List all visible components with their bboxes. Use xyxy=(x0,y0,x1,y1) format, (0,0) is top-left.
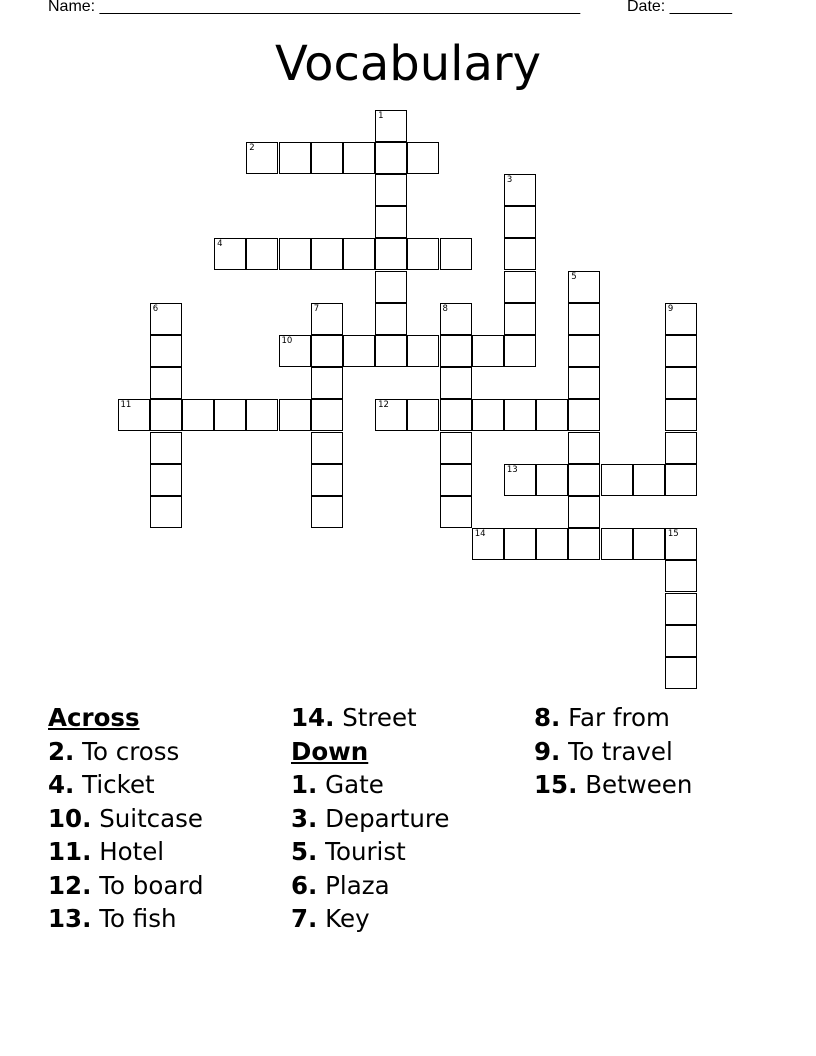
clue-start-number: 6 xyxy=(152,303,159,314)
clue-start-number: 13 xyxy=(506,464,518,475)
clue-text: Key xyxy=(317,904,370,933)
grid-cell[interactable] xyxy=(665,303,697,335)
clue-item xyxy=(534,768,692,802)
grid-cell[interactable] xyxy=(440,303,472,335)
grid-cell[interactable] xyxy=(150,464,182,496)
grid-cell[interactable] xyxy=(440,399,472,431)
grid-cell[interactable] xyxy=(665,335,697,367)
clue-start-number: 12 xyxy=(378,400,389,411)
grid-cell[interactable] xyxy=(440,335,472,367)
grid-cell[interactable] xyxy=(407,399,439,431)
grid-cell[interactable] xyxy=(150,432,182,464)
grid-cell[interactable] xyxy=(150,367,182,399)
grid-cell[interactable] xyxy=(440,496,472,528)
grid-cell[interactable] xyxy=(568,496,600,528)
clue-item xyxy=(291,768,449,802)
clue-start-number: 7 xyxy=(313,303,320,314)
grid-cell[interactable] xyxy=(343,238,375,270)
clue-text: Plaza xyxy=(317,870,390,900)
grid-cell[interactable] xyxy=(375,142,407,174)
clue-item xyxy=(48,869,204,903)
grid-cell[interactable] xyxy=(440,238,472,270)
grid-cell[interactable] xyxy=(568,335,600,367)
page-title: Vocabulary xyxy=(274,36,542,92)
grid-cell[interactable] xyxy=(504,303,536,335)
grid-cell[interactable] xyxy=(279,142,311,174)
grid-cell[interactable] xyxy=(150,303,182,335)
grid-cell[interactable] xyxy=(311,432,343,464)
clue-start-number: 15 xyxy=(667,529,679,540)
grid-cell[interactable] xyxy=(246,238,278,270)
grid-cell[interactable] xyxy=(536,464,568,496)
clue-item xyxy=(48,768,204,802)
grid-cell[interactable] xyxy=(536,399,568,431)
grid-cell[interactable] xyxy=(665,657,697,689)
clue-text: Street xyxy=(334,703,417,732)
clue-number: 11. xyxy=(48,837,92,866)
clue-text: Departure xyxy=(317,803,450,833)
clue-item xyxy=(291,802,449,836)
name-field-label: Name: ______________________________________________________ xyxy=(48,0,581,15)
grid-cell[interactable] xyxy=(375,110,407,142)
grid-cell[interactable] xyxy=(311,367,343,399)
clue-text: Between xyxy=(577,770,693,799)
grid-cell[interactable] xyxy=(440,464,472,496)
grid-cell[interactable] xyxy=(504,399,536,431)
grid-cell[interactable] xyxy=(343,142,375,174)
grid-cell[interactable] xyxy=(407,335,439,367)
grid-cell[interactable] xyxy=(536,528,568,560)
clue-number: 9. xyxy=(534,736,561,766)
grid-cell[interactable] xyxy=(504,528,536,560)
clue-item xyxy=(48,902,204,936)
grid-cell[interactable] xyxy=(665,560,697,592)
grid-cell[interactable] xyxy=(246,142,278,174)
grid-cell[interactable] xyxy=(440,432,472,464)
grid-cell[interactable] xyxy=(665,593,697,625)
grid-cell[interactable] xyxy=(311,335,343,367)
grid-cell[interactable] xyxy=(375,174,407,206)
grid-cell[interactable] xyxy=(246,399,278,431)
clue-text: To cross xyxy=(74,736,180,766)
grid-cell[interactable] xyxy=(568,303,600,335)
grid-cell[interactable] xyxy=(440,367,472,399)
across-heading: Across xyxy=(48,703,140,732)
clue-text: Hotel xyxy=(91,837,165,866)
grid-cell[interactable] xyxy=(279,238,311,270)
clue-number: 8. xyxy=(534,703,561,732)
grid-cell[interactable] xyxy=(279,399,311,431)
clue-column-1 xyxy=(48,701,204,936)
grid-cell[interactable] xyxy=(601,528,633,560)
grid-cell[interactable] xyxy=(601,464,633,496)
grid-cell[interactable] xyxy=(568,367,600,399)
clue-number: 10. xyxy=(48,803,92,833)
clue-text: To travel xyxy=(560,736,673,766)
grid-cell[interactable] xyxy=(504,174,536,206)
grid-cell[interactable] xyxy=(504,206,536,238)
grid-cell[interactable] xyxy=(214,399,246,431)
grid-cell[interactable] xyxy=(375,271,407,303)
clue-start-number: 4 xyxy=(217,239,223,250)
clue-start-number: 10 xyxy=(281,335,293,346)
grid-cell[interactable] xyxy=(375,335,407,367)
clue-text: To fish xyxy=(91,904,177,933)
clue-text: Far from xyxy=(560,703,670,732)
clue-start-number: 5 xyxy=(571,271,577,282)
clue-start-number: 3 xyxy=(506,174,513,185)
clue-number: 14. xyxy=(291,703,335,732)
grid-cell[interactable] xyxy=(568,399,600,431)
clue-item xyxy=(291,869,449,903)
clue-item xyxy=(48,835,204,869)
clue-item xyxy=(291,902,449,936)
grid-cell[interactable] xyxy=(214,238,246,270)
grid-cell[interactable] xyxy=(665,464,697,496)
clue-start-number: 11 xyxy=(120,400,132,411)
grid-cell[interactable] xyxy=(665,367,697,399)
grid-cell[interactable] xyxy=(311,303,343,335)
grid-cell[interactable] xyxy=(472,335,504,367)
grid-cell[interactable] xyxy=(504,238,536,270)
grid-cell[interactable] xyxy=(150,335,182,367)
grid-cell[interactable] xyxy=(150,496,182,528)
clue-start-number: 14 xyxy=(474,529,486,540)
clue-column-2 xyxy=(291,701,449,936)
clue-item xyxy=(291,701,449,735)
grid-cell[interactable] xyxy=(665,432,697,464)
grid-cell[interactable] xyxy=(375,399,407,431)
clue-start-number: 9 xyxy=(667,303,674,314)
clue-number: 1. xyxy=(291,770,318,799)
clue-item xyxy=(48,802,204,836)
clue-text: To board xyxy=(91,870,204,900)
grid-cell[interactable] xyxy=(504,335,536,367)
grid-cell[interactable] xyxy=(633,528,665,560)
grid-cell[interactable] xyxy=(407,142,439,174)
grid-cell[interactable] xyxy=(472,399,504,431)
grid-cell[interactable] xyxy=(311,142,343,174)
clue-start-number: 8 xyxy=(442,303,448,314)
grid-cell[interactable] xyxy=(311,238,343,270)
clue-text: Ticket xyxy=(74,770,155,799)
grid-cell[interactable] xyxy=(279,335,311,367)
grid-cell[interactable] xyxy=(150,399,182,431)
grid-cell[interactable] xyxy=(311,399,343,431)
clue-text: Tourist xyxy=(317,837,406,866)
clue-column-3 xyxy=(534,701,692,802)
clue-text: Gate xyxy=(317,770,384,799)
clue-text: Suitcase xyxy=(91,803,204,833)
grid-cell[interactable] xyxy=(568,464,600,496)
grid-cell[interactable] xyxy=(343,335,375,367)
grid-cell[interactable] xyxy=(375,238,407,270)
grid-cell[interactable] xyxy=(311,496,343,528)
grid-cell[interactable] xyxy=(407,238,439,270)
clue-number: 2. xyxy=(48,736,75,766)
clue-number: 3. xyxy=(291,803,318,833)
grid-cell[interactable] xyxy=(182,399,214,431)
down-heading: Down xyxy=(291,736,369,766)
grid-cell[interactable] xyxy=(375,303,407,335)
grid-cell[interactable] xyxy=(665,528,697,560)
grid-cell[interactable] xyxy=(665,399,697,431)
clue-item xyxy=(534,701,692,735)
clue-number: 6. xyxy=(291,870,318,900)
clue-item xyxy=(291,835,449,869)
clue-number: 5. xyxy=(291,837,318,866)
grid-cell[interactable] xyxy=(472,528,504,560)
clue-number: 15. xyxy=(534,770,578,799)
grid-cell[interactable] xyxy=(311,464,343,496)
grid-cell[interactable] xyxy=(504,271,536,303)
grid-cell[interactable] xyxy=(568,432,600,464)
clue-item xyxy=(534,735,692,769)
clue-number: 7. xyxy=(291,904,318,933)
clue-item xyxy=(48,735,204,769)
grid-cell[interactable] xyxy=(665,625,697,657)
grid-cell[interactable] xyxy=(504,464,536,496)
date-field-label: Date: _______ xyxy=(627,0,732,15)
grid-cell[interactable] xyxy=(118,399,150,431)
grid-cell[interactable] xyxy=(568,271,600,303)
clue-number: 4. xyxy=(48,770,75,799)
clue-start-number: 1 xyxy=(378,110,384,121)
grid-cell[interactable] xyxy=(375,206,407,238)
clue-start-number: 2 xyxy=(249,142,255,153)
clue-number: 13. xyxy=(48,904,92,933)
grid-cell[interactable] xyxy=(633,464,665,496)
clue-number: 12. xyxy=(48,870,92,900)
grid-cell[interactable] xyxy=(568,528,600,560)
